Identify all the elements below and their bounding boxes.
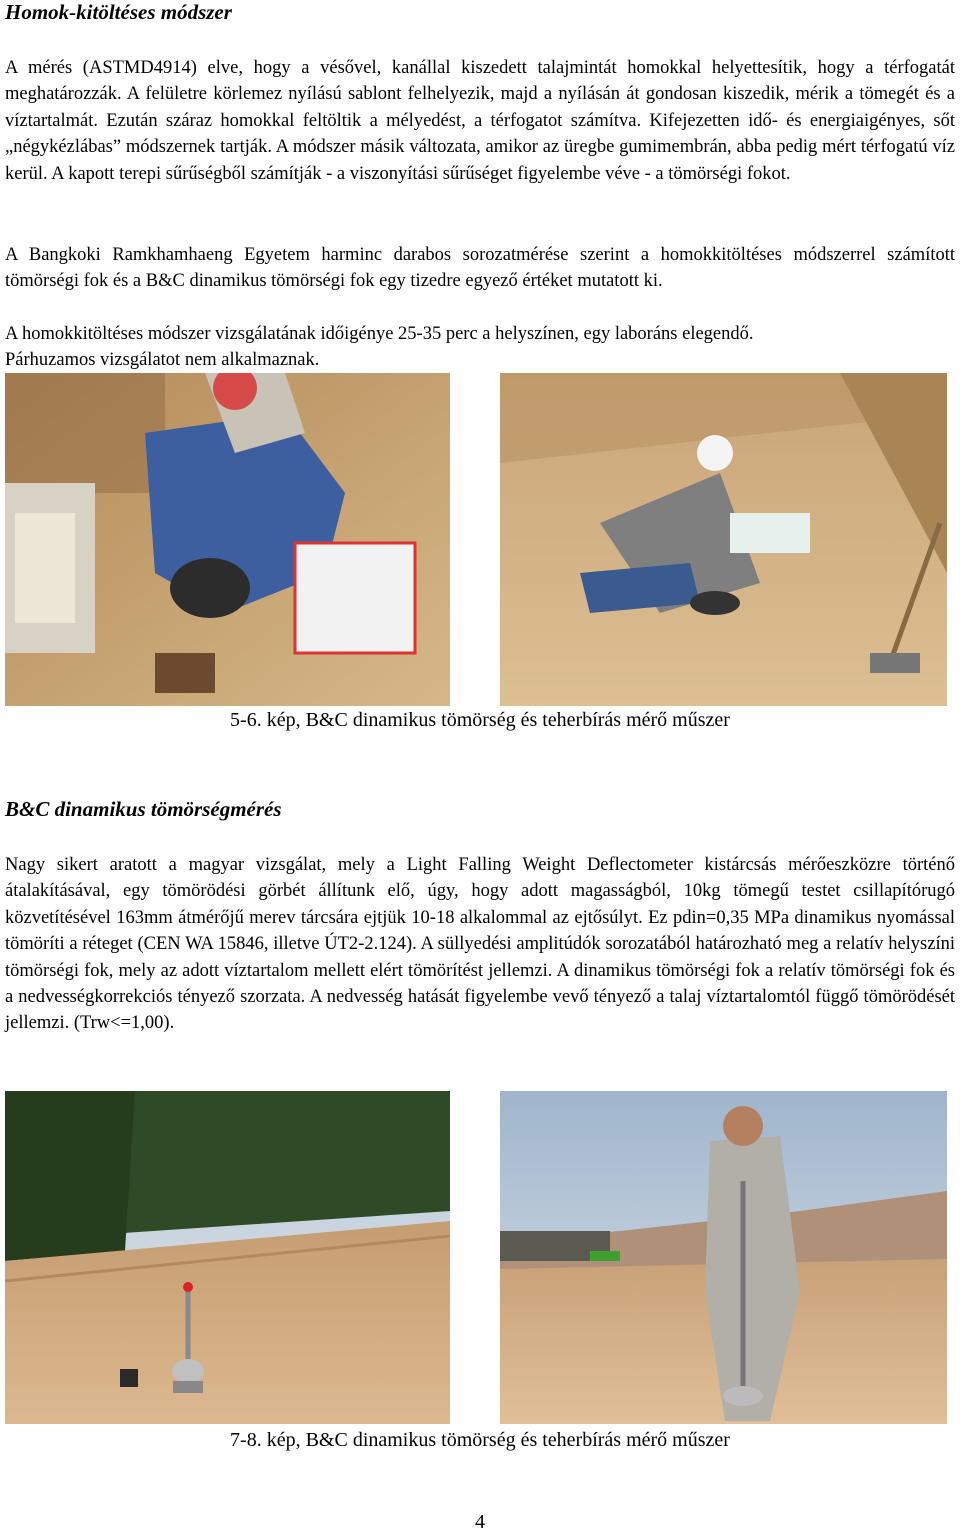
section-heading-bc-dynamic-compaction: B&C dinamikus tömörségmérés [5, 797, 282, 821]
section-heading-sand-replacement: Homok-kitöltéses módszer [5, 0, 232, 24]
photo-bc-device-operator [500, 1091, 947, 1424]
time-requirement-text: A homokkitöltéses módszer vizsgálatának időigénye 25-35 perc a helyszínen, egy laboráns elegendő. [5, 324, 754, 344]
photo-bc-device-field [5, 1091, 450, 1424]
paragraph-bc-method-description: Nagy sikert aratott a magyar vizsgálat, mely a Light Falling Weight Deflectometer kistárcsás mérőeszközre történő átalakításával, egy tömörödési görbét állítunk elő, úgy, hogy adott magasságból, 10kg tömegű testet csillapítórugó közvetítésével 163mm átmérőjű merev tárcsára ejtjük 10-18 alkalommal az ejtősúlyt. Ez pdin=0,35 MPa dinamikus nyomással tömöríti a réteget (CEN WA 15846, illetve ÚT2-2.124). A süllyedési amplitúdók sorozatából határozható meg a relatív helyszíni tömörségi fok, mely az adott víztartalom mellett elért tömörítést jellemzi. A dinamikus tömörségi fok a relatív tömörségi fok és a nedvességkorrekciós tényező szorzata. A nedvesség hatását figyelembe vevő tényező a talaj víztartalomtól függő tömörödését jellemzi. (Trw<=1,00). [5, 855, 955, 1034]
paragraph-method-description: A mérés (ASTMD4914) elve, hogy a vésővel, kanállal kiszedett talajmintát homokkal helyettesítik, hogy a térfogatát meghatározzák. A felületre körlemez nyílású sablont felhelyezik, majd a nyílásán át gondosan kiszedik, mérik a tömegét és a víztartalmát. Ezután száraz homokkal feltöltik a mélyedést, a térfogatot számítva. Kifejezetten idő- és energiaigényes, sőt „négykézlábas” módszernek tartják. A módszer másik változata, amikor az üregbe gumimembrán, abba pedig mért térfogatú víz kerül. A kapott terepi sűrűségből számítják - a viszonyítási sűrűséget figyelembe véve - a tömörségi fokot. [5, 58, 955, 184]
paragraph-bangkok-study: A Bangkoki Ramkhamhaeng Egyetem harminc darabos sorozatmérése szerint a homokkitöltéses módszerrel számított tömörségi fok és a B&C dinamikus tömörségi fok egy tizedre egyező értéket mutatott ki. [5, 245, 955, 292]
parallel-test-text: Párhuzamos vizsgálatot nem alkalmaznak. [5, 350, 320, 371]
figure-caption-7-8: 7-8. kép, B&C dinamikus tömörség és teherbírás mérő műszer [230, 1429, 730, 1451]
paragraph-time-requirement [5, 321, 955, 374]
page-number: 4 [475, 1511, 485, 1533]
figure-caption-5-6: 5-6. kép, B&C dinamikus tömörség és teherbírás mérő műszer [230, 709, 730, 731]
photo-sand-cone-test-worker [500, 373, 947, 706]
photo-sand-cone-test-kneeling [5, 373, 450, 706]
